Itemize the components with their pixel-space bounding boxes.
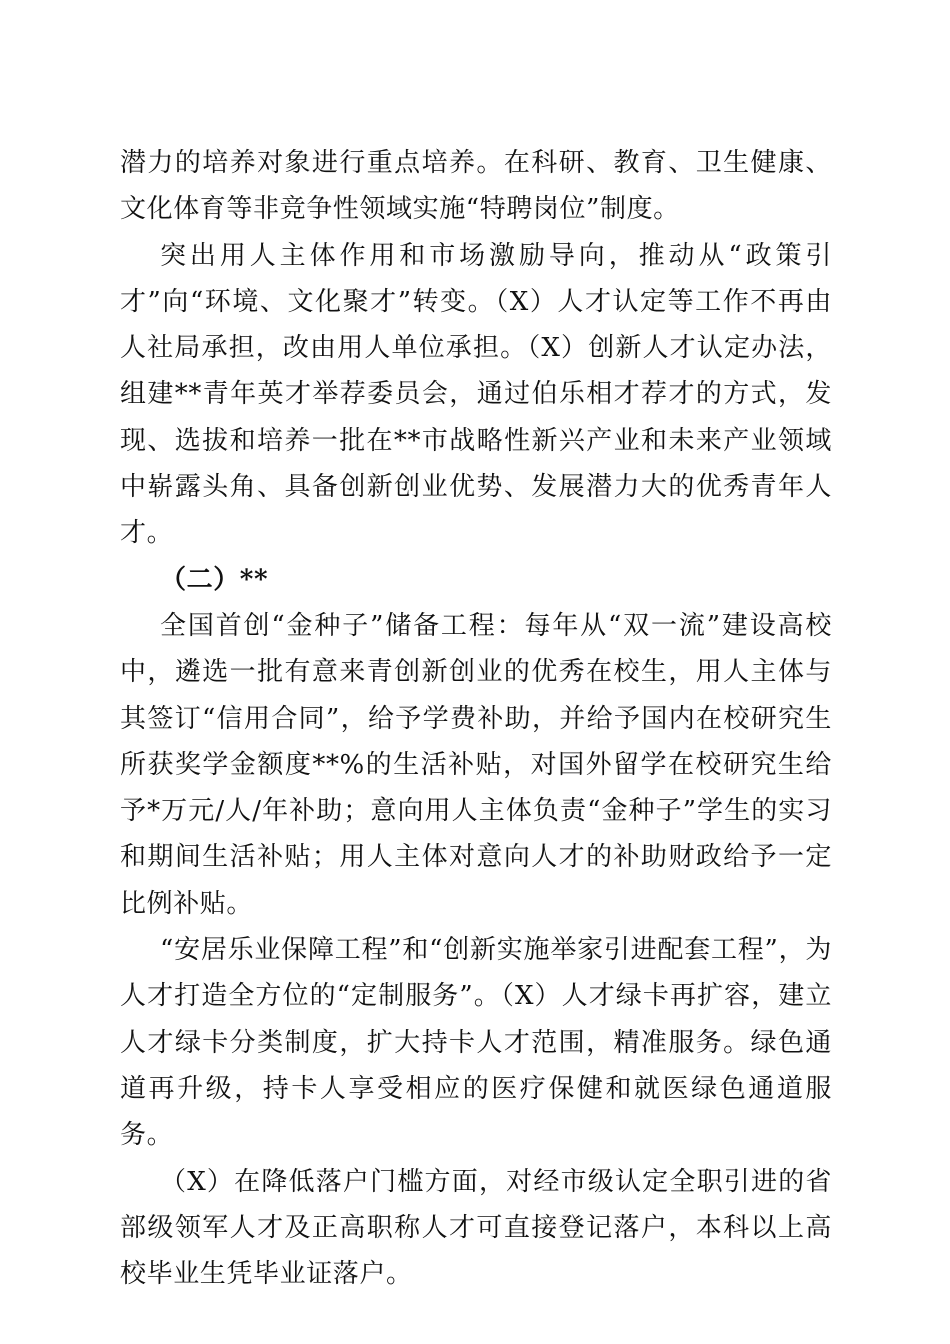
- section-heading: （二）**: [160, 564, 269, 595]
- paragraph-employer-role: 突出用人主体作用和市场激励导向，推动从“政策引才”向“环境、文化聚才”转变。（X）人才认定等工作不再由人社局承担，改由用人单位承担。（X）创新人才认定办法，组建**青年英才举荐委员会，通过伯乐相才荐才的方式，发现、选拔和培养一批在**市战略性新兴产业和未来产业领域中崭露头角、具备创新创业优势、发展潜力大的优秀青年人才。: [120, 240, 832, 549]
- paragraph-settlement: （X）在降低落户门槛方面，对经市级认定全职引进的省部级领军人才及正高职称人才可直接登记落户，本科以上高校毕业生凭毕业证落户。: [120, 1166, 832, 1290]
- paragraph-golden-seed: 全国首创“金种子”储备工程：每年从“双一流”建设高校中，遴选一批有意来青创新创业的优秀在校生，用人主体与其签订“信用合同”，给予学费补助，并给予国内在校研究生所获奖学金额度**%的生活补贴，对国外留学在校研究生给予*万元/人/年补助；意向用人主体负责“金种子”学生的实习和期间生活补贴；用人主体对意向人才的补助财政给予一定比例补贴。: [120, 610, 832, 919]
- document-body: [120, 140, 832, 1297]
- paragraph-housing-service: “安居乐业保障工程”和“创新实施举家引进配套工程”，为人才打造全方位的“定制服务”。（X）人才绿卡再扩容，建立人才绿卡分类制度，扩大持卡人才范围，精准服务。绿色通道再升级，持卡人享受相应的医疗保健和就医绿色通道服务。: [120, 935, 832, 1151]
- paragraph-continued: 潜力的培养对象进行重点培养。在科研、教育、卫生健康、文化体育等非竞争性领域实施“特聘岗位”制度。: [120, 148, 832, 225]
